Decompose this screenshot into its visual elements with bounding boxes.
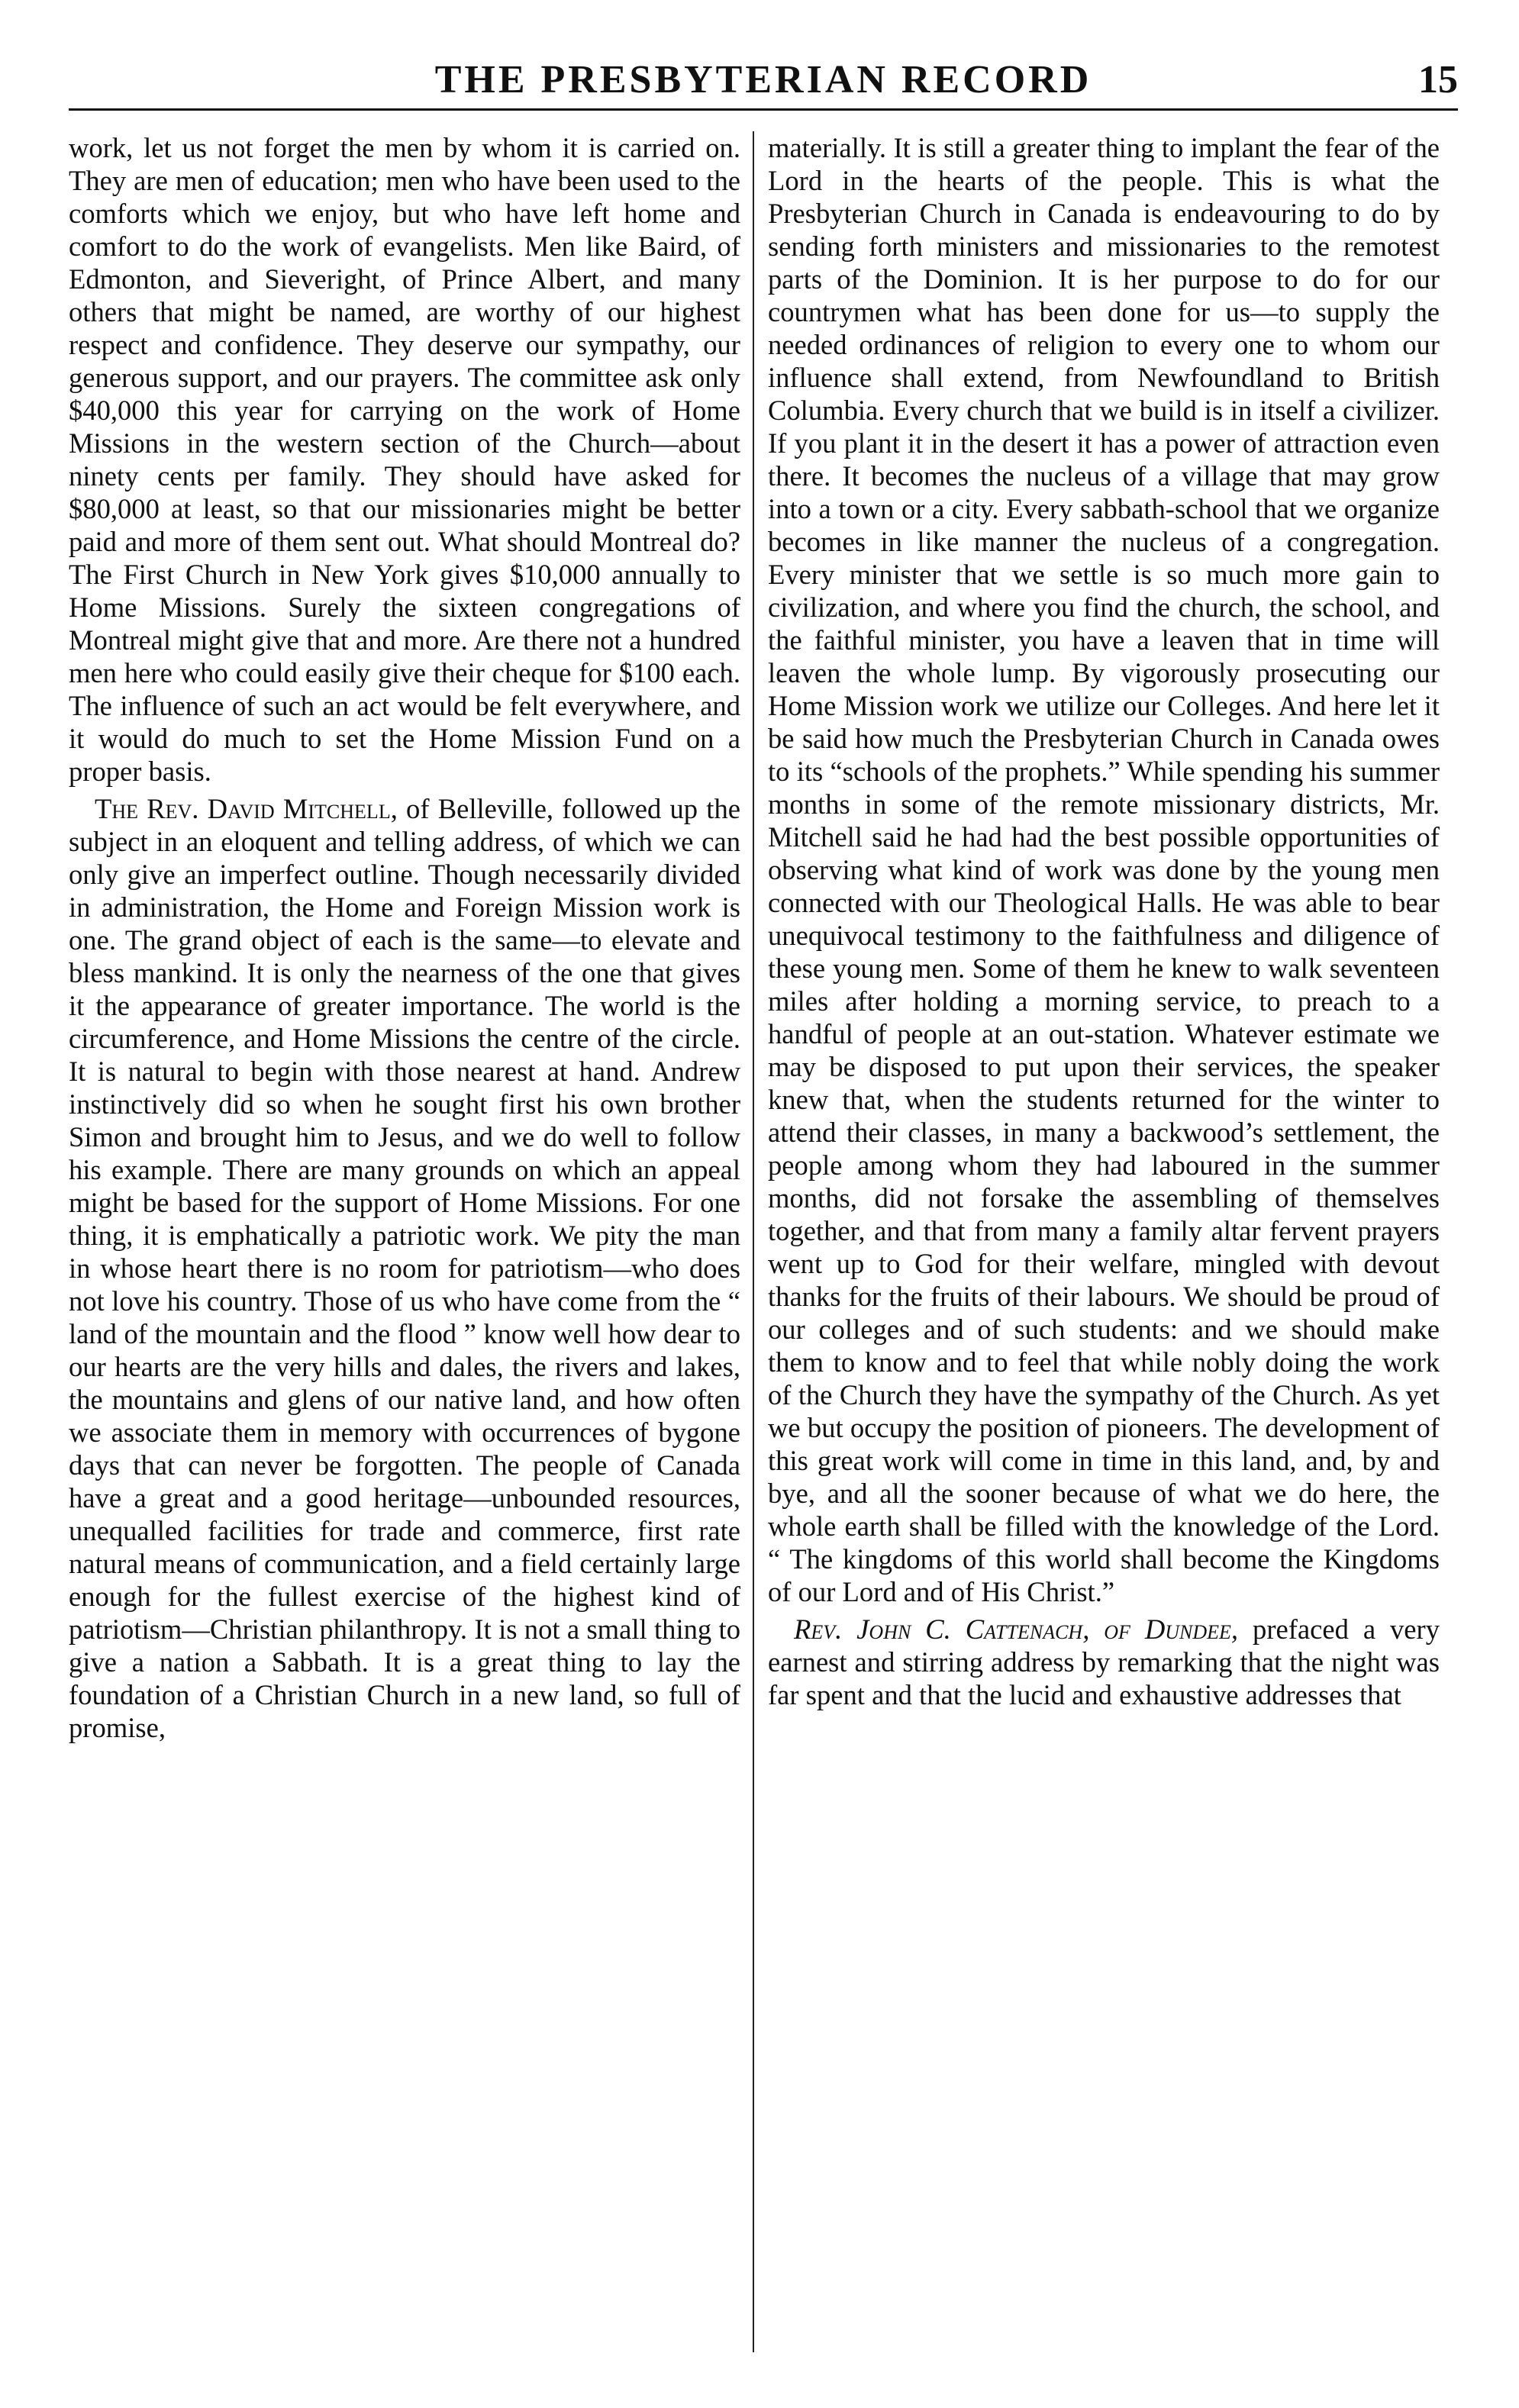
- left-column: [69, 131, 740, 1744]
- right-paragraph-2: [768, 1613, 1440, 1711]
- speaker-name-cattenach: Rev. John C. Cattenach, of Dundee,: [794, 1613, 1239, 1645]
- column-divider: [753, 131, 754, 2352]
- left-paragraph-2-text: of Belleville, followed up the subject in an eloquent and telling address, of which we can only give an imperfect outline. Though necessarily divided in administration, the Home and Foreign Mission work is one. The grand object of each is the same—to elevate and bless mankind. It is only the nearness of the one that gives it the appearance of greater importance. The world is the circumference, and Home Missions the centre of the circle. It is natural to begin with those nearest at hand. Andrew instinctively did so when he sought first his own brother Simon and brought him to Jesus, and we do well to follow his example. There are many grounds on which an appeal might be based for the support of Home Missions. For one thing, it is emphatically a patriotic work. We pity the man in whose heart there is no room for patriotism—who does not love his country. Those of us who have come from the “ land of the mountain and the flood ” know well how dear to our hearts are the very hills and dales, the rivers and lakes, the mountains and glens of our native land, and how often we associate them in memory with occurrences of bygone days that can never be forgotten. The people of Canada have a great and a good heritage—unbounded resources, unequalled facilities for trade and commerce, first rate natural means of communication, and a field certainly large enough for the fullest exercise of the highest kind of patriotism—Christian philanthropy. It is not a small thing to give a nation a Sabbath. It is a great thing to lay the foundation of a Christian Church in a new land, so full of promise,: [69, 793, 740, 1743]
- journal-title: THE PRESBYTERIAN RECORD: [434, 58, 1092, 102]
- speaker-name-mitchell: The Rev. David Mitchell,: [95, 793, 398, 824]
- left-paragraph-1: work, let us not forget the men by whom it is carried on. They are men of education; men who have been used to the comforts which we enjoy, but who have left home and comfort to do the work of evangelists. Men like Baird, of Edmonton, and Sieveright, of Prince Albert, and many others that might be named, are worthy of our highest respect and confidence. They deserve our sympathy, our generous support, and our prayers. The committee ask only $40,000 this year for carrying on the work of Home Missions in the western section of the Church—about ninety cents per family. They should have asked for $80,000 at least, so that our missionaries might be better paid and more of them sent out. What should Montreal do? The First Church in New York gives $10,000 annually to Home Missions. Surely the sixteen congregations of Montreal might give that and more. Are there not a hundred men here who could easily give their cheque for $100 each. The influence of such an act would be felt everywhere, and it would do much to set the Home Mission Fund on a proper basis.: [69, 132, 740, 787]
- page-header: [69, 55, 1458, 111]
- right-paragraph-2-text: prefaced a very earnest and stirring address by remarking that the night was far spent and that the lucid and exhaustive addresses that: [768, 1613, 1440, 1710]
- page-number: 15: [1418, 58, 1458, 102]
- right-paragraph-1: materially. It is still a greater thing to implant the fear of the Lord in the hearts of the people. This is what the Presbyterian Church in Canada is endeavouring to do by sending forth ministers and missionaries to the remotest parts of the Dominion. It is her purpose to do for our countrymen what has been done for us—to supply the needed ordinances of religion to every one to whom our influence shall extend, from Newfoundland to British Columbia. Every church that we build is in itself a civilizer. If you plant it in the desert it has a power of attraction even there. It becomes the nucleus of a village that may grow into a town or a city. Every sabbath-school that we organize becomes in like manner the nucleus of a congregation. Every minister that we settle is so much more gain to civilization, and where you find the church, the school, and the faithful minister, you have a leaven that in time will leaven the whole lump. By vigorously prosecuting our Home Mission work we utilize our Colleges. And here let it be said how much the Presbyterian Church in Canada owes to its “schools of the prophets.” While spending his summer months in some of the remote missionary districts, Mr. Mitchell said he had had the best possible opportunities of observing what kind of work was done by the young men connected with our Theological Halls. He was able to bear unequivocal testimony to the faithfulness and diligence of these young men. Some of them he knew to walk seventeen miles after holding a morning service, to preach to a handful of people at an out-station. Whatever estimate we may be disposed to put upon their services, the speaker knew that, when the students returned for the winter to attend their classes, in many a backwood’s settlement, the people among whom they had laboured in the summer months, did not forsake the assembling of themselves together, and that from many a family altar fervent prayers went up to God for their welfare, mingled with devout thanks for the fruits of their labours. We should be proud of our colleges and of such students: and we should make them to know and to feel that while nobly doing the work of the Church they have the sympathy of the Church. As yet we but occupy the position of pioneers. The development of this great work will come in time in this land, and, by and bye, and all the sooner because of what we do here, the whole earth shall be filled with the knowledge of the Lord. “ The kingdoms of this world shall become the Kingdoms of our Lord and of His Christ.”: [768, 132, 1440, 1607]
- right-column: [768, 131, 1440, 1711]
- left-paragraph-2: [69, 792, 740, 1744]
